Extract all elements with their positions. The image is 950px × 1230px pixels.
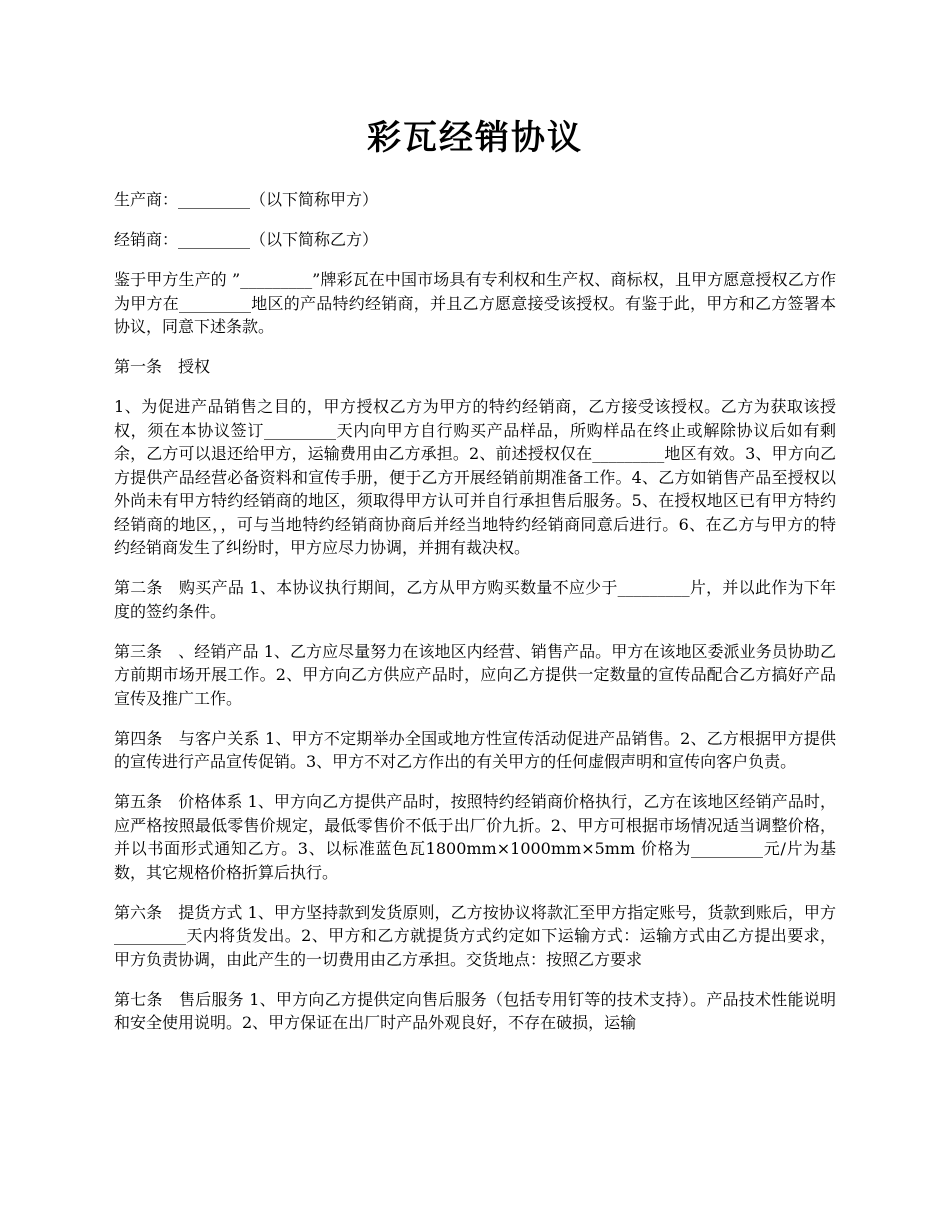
article-1-body: 1、为促进产品销售之目的，甲方授权乙方为甲方的特约经销商，乙方接受该授权。乙方为获取该授权，须在本协议签订_________天内向甲方自行购买产品样品，所购样品在终止或解除协议后如有剩余，乙方可以退还给甲方，运输费用由乙方承担。2、前述授权仅在_________地区有效。3、甲方向乙方提供产品经营必备资料和宣传手册，便于乙方开展经销前期准备工作。4、乙方如销售产品至授权以外尚未有甲方特约经销商的地区，须取得甲方认可并自行承担售后服务。5、在授权地区已有甲方特约经销商的地区，，可与当地特约经销商协商后并经当地特约经销商同意后进行。6、在乙方与甲方的特约经销商发生了纠纷时，甲方应尽力协调，并拥有裁决权。 <box>114 397 836 557</box>
article-6-paragraph: 第六条 提货方式 1、甲方坚持款到发货原则，乙方按协议将款汇至甲方指定账号，货款到账后，甲方_________天内将货发出。2、甲方和乙方就提货方式约定如下运输方式：运输方式由乙方提出要求，甲方负责协调，由此产生的一切费用由乙方承担。交货地点：按照乙方要求 <box>114 902 836 969</box>
article-7-paragraph: 第七条 售后服务 1、甲方向乙方提供定向售后服务（包括专用钉等的技术支持）。产品技术性能说明和安全使用说明。2、甲方保证在出厂时产品外观良好，不存在破损，运输 <box>114 989 836 1032</box>
document-page <box>114 110 836 1051</box>
article-5-paragraph: 第五条 价格体系 1、甲方向乙方提供产品时，按照特约经销商价格执行，乙方在该地区经销产品时，应严格按照最低零售价规定，最低零售价不低于出厂价九折。2、甲方可根据市场情况适当调整价格，并以书面形式通知乙方。3、以标准蓝色瓦1800mm×1000mm×5mm 价格为_________元/片为基数，其它规格价格折算后执行。 <box>114 792 836 882</box>
article-2-paragraph: 第二条 购买产品 1、本协议执行期间，乙方从甲方购买数量不应少于_________片，并以此作为下年度的签约条件。 <box>114 578 836 621</box>
article-4-paragraph: 第四条 与客户关系 1、甲方不定期举办全国或地方性宣传活动促进产品销售。2、乙方根据甲方提供的宣传进行产品宣传促销。3、甲方不对乙方作出的有关甲方的任何虚假声明和宣传向客户负责。 <box>114 728 836 771</box>
document-title: 彩瓦经销协议 <box>367 118 583 158</box>
manufacturer-line: 生产商：_________（以下简称甲方） <box>114 190 379 209</box>
article-1-heading: 第一条 授权 <box>114 357 211 376</box>
distributor-line: 经销商：_________（以下简称乙方） <box>114 230 379 249</box>
preamble-paragraph: 鉴于甲方生产的 ”_________”牌彩瓦在中国市场具有专利权和生产权、商标权，且甲方愿意授权乙方作为甲方在_________地区的产品特约经销商，并且乙方愿意接受该授权。有鉴于此，甲方和乙方签署本协议，同意下述条款。 <box>114 270 836 336</box>
article-3-paragraph: 第三条 、经销产品 1、乙方应尽量努力在该地区内经营、销售产品。甲方在该地区委派业务员协助乙方前期市场开展工作。2、甲方向乙方供应产品时，应向乙方提供一定数量的宣传品配合乙方搞好产品宣传及推广工作。 <box>114 641 836 708</box>
